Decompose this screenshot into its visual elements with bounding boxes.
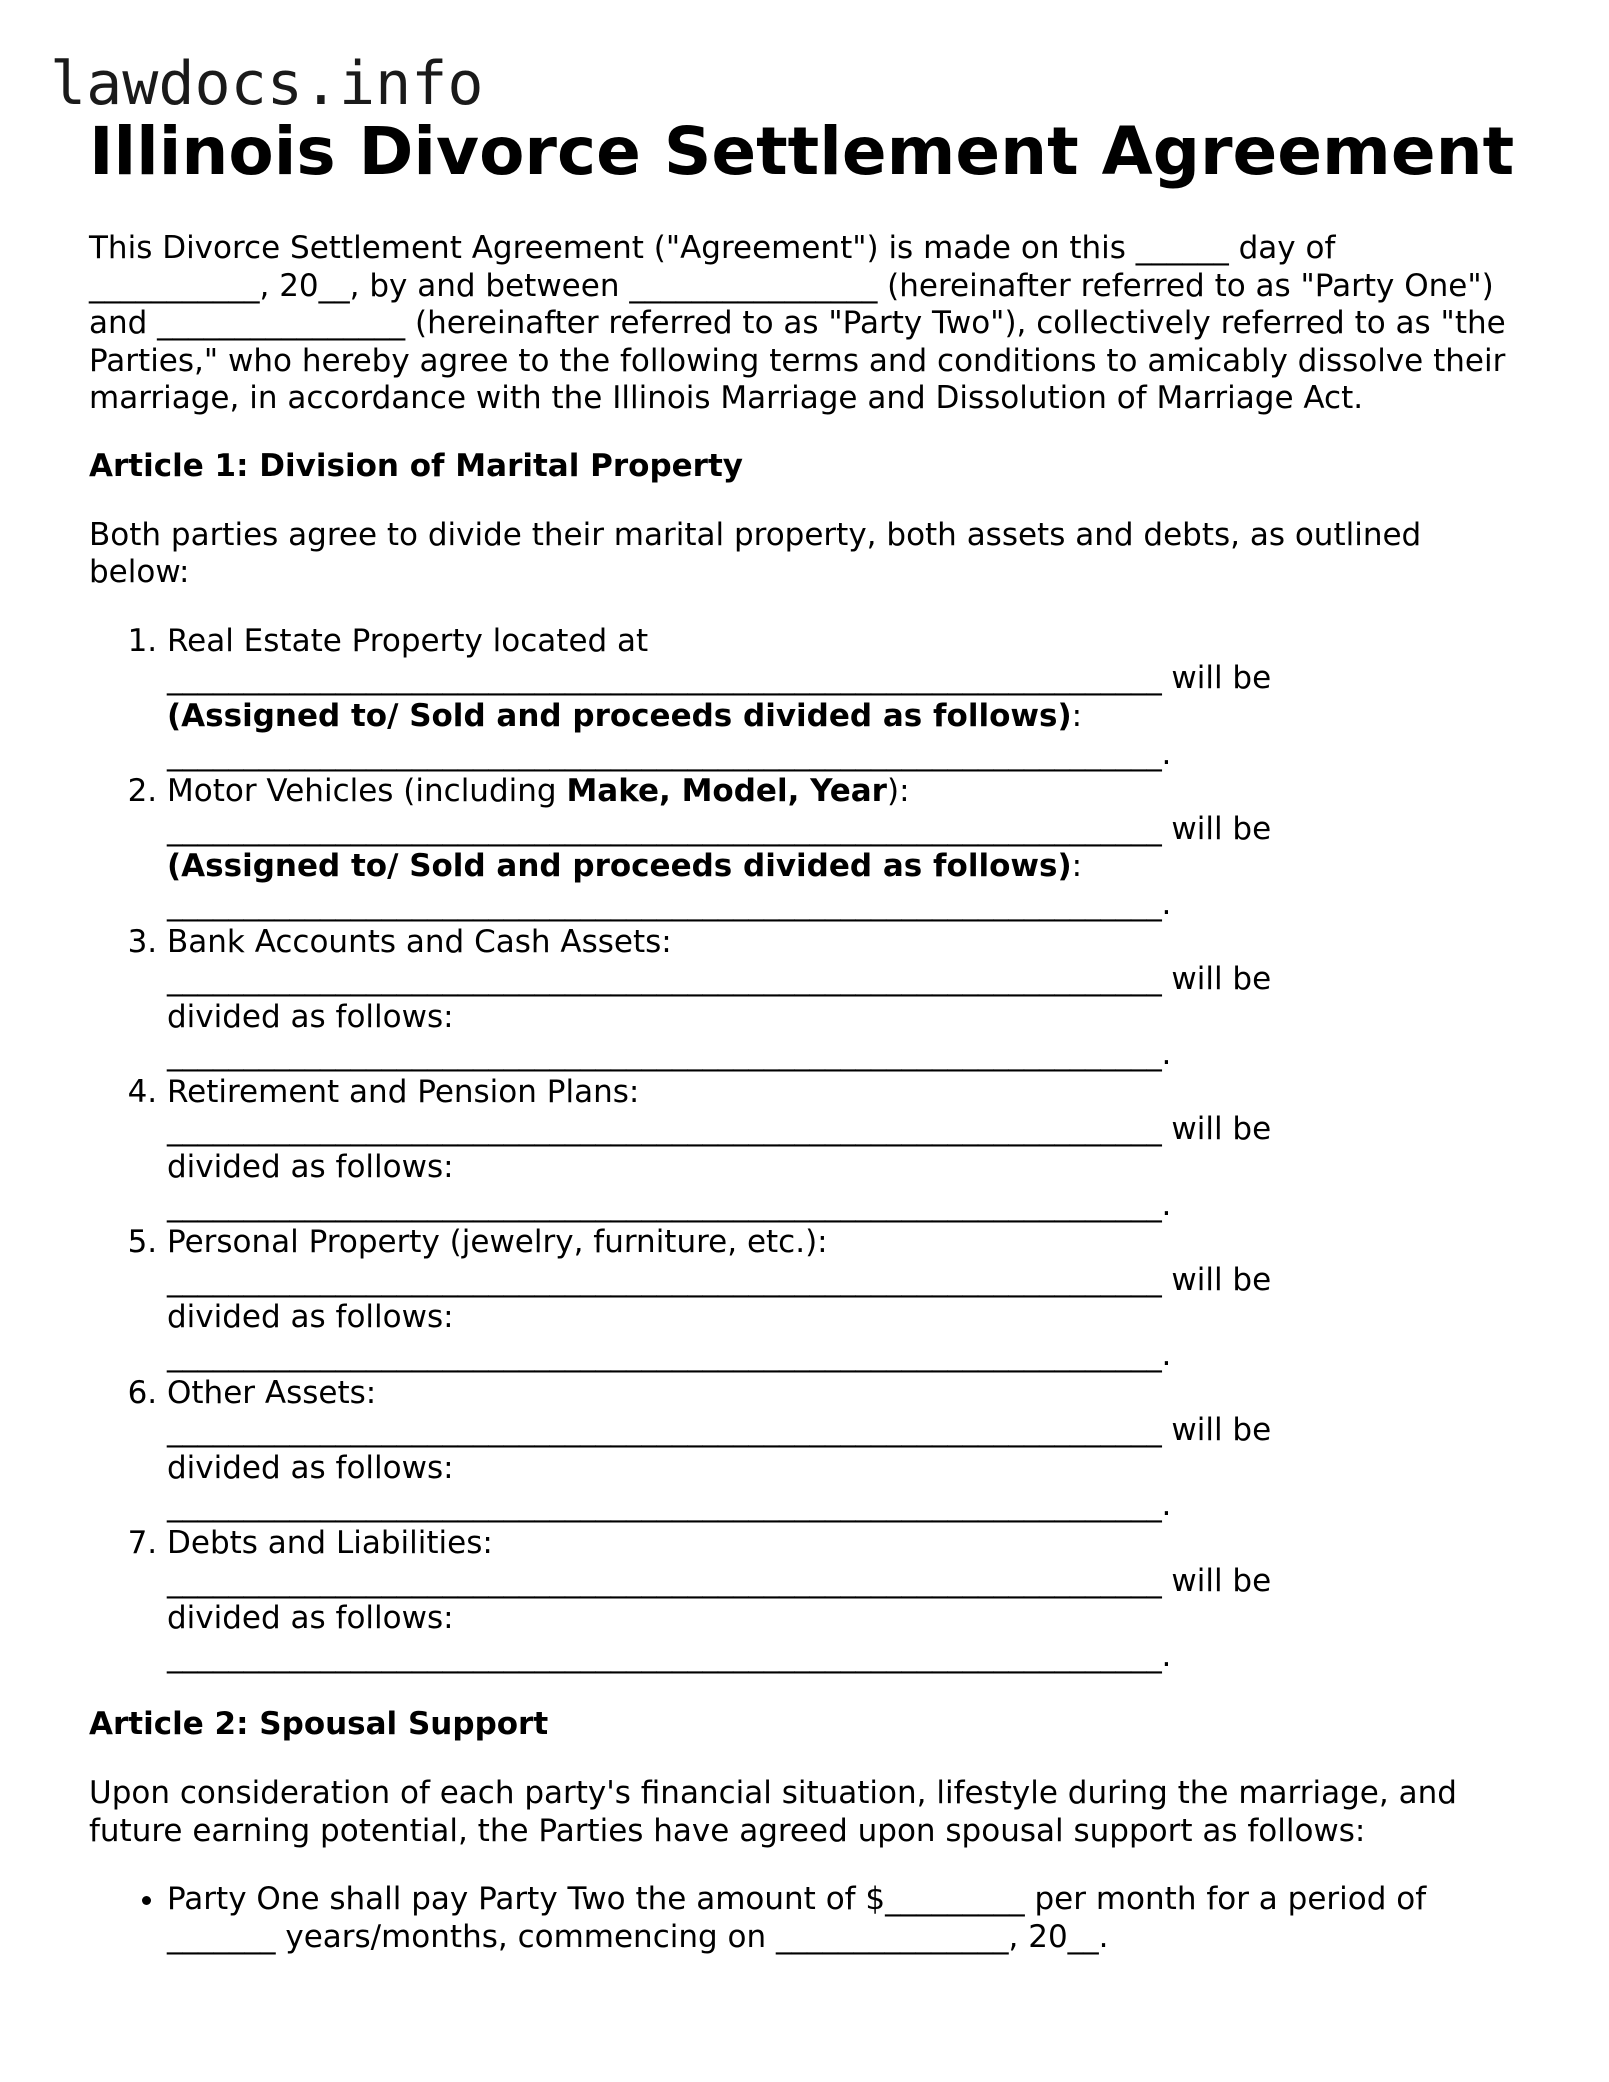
divided-label: divided as follows:	[167, 998, 454, 1035]
list-item	[167, 1375, 1509, 1525]
divided-label: divided as follows:	[167, 1449, 454, 1486]
fill-in-blank[interactable]: _________________________________________________________________	[167, 1337, 1162, 1374]
fill-in-blank[interactable]: _________________________________________________________________	[167, 1637, 1162, 1674]
will-be-text: will be	[1171, 1562, 1272, 1599]
intro-paragraph: This Divorce Settlement Agreement ("Agreement") is made on this ______ day of ___________, 20__, by and between ________________ (hereinafter referred to as "Party One") and ________________ (hereinafter referred to as "Party Two"), collectively referred to as "the Parties," who hereby agree to the following terms and conditions to amicably dissolve their marriage, in accordance with the Illinois Marriage and Dissolution of Marriage Act.	[89, 230, 1506, 417]
list-item: • Party One shall pay Party Two the amount of $_________ per month for a period of _______ years/months, commencing on _______________, 20__.	[167, 1881, 1509, 1956]
document-body	[89, 230, 1509, 1956]
period-text: .	[1161, 1637, 1172, 1674]
fill-in-blank[interactable]: _________________________________________________________________	[167, 660, 1162, 697]
support-list	[89, 1881, 1509, 1956]
fill-in-blank[interactable]: _________________________________________________________________	[167, 1487, 1162, 1524]
period-text: .	[1161, 1036, 1172, 1073]
watermark: lawdocs.info	[50, 49, 484, 119]
item-label: 4. Retirement and Pension Plans:	[167, 1073, 640, 1110]
item-label: 6. Other Assets:	[167, 1374, 377, 1411]
colon-text: :	[1071, 848, 1083, 885]
divided-label: divided as follows:	[167, 1149, 454, 1186]
item-label-bold: Make, Model, Year	[566, 773, 887, 810]
divided-label: divided as follows:	[167, 1600, 454, 1637]
fill-in-blank[interactable]: _________________________________________________________________	[167, 961, 1162, 998]
will-be-text: will be	[1171, 1111, 1272, 1148]
will-be-text: will be	[1171, 1261, 1272, 1298]
item-label-text: ):	[886, 773, 910, 810]
property-list	[89, 623, 1509, 1676]
fill-in-blank[interactable]: _________________________________________________________________	[167, 1111, 1162, 1148]
period-text: .	[1161, 1487, 1172, 1524]
list-item	[167, 623, 1509, 773]
will-be-text: will be	[1171, 660, 1272, 697]
fill-in-blank[interactable]: _________________________________________________________________	[167, 735, 1162, 772]
period-text: .	[1161, 735, 1172, 772]
period-text: .	[1161, 1337, 1172, 1374]
divided-label: divided as follows:	[167, 1299, 454, 1336]
article-2-text: Upon consideration of each party's financial situation, lifestyle during the marriage, and future earning potential, the Parties have agreed upon spousal support as follows:	[89, 1774, 1457, 1849]
assigned-label: (Assigned to/ Sold and proceeds divided as follows)	[167, 848, 1072, 885]
list-item	[167, 1525, 1509, 1675]
list-item	[167, 1074, 1509, 1224]
period-text: .	[1161, 885, 1172, 922]
fill-in-blank[interactable]: _________________________________________________________________	[167, 1562, 1162, 1599]
fill-in-blank[interactable]: _________________________________________________________________	[167, 810, 1162, 847]
fill-in-blank[interactable]: _________________________________________________________________	[167, 885, 1162, 922]
item-label: 1. Real Estate Property located at	[167, 622, 649, 659]
article-1-text: Both parties agree to divide their marital property, both assets and debts, as outlined below:	[89, 516, 1422, 591]
will-be-text: will be	[1171, 810, 1272, 847]
fill-in-blank[interactable]: _________________________________________________________________	[167, 1261, 1162, 1298]
period-text: .	[1161, 1186, 1172, 1223]
article-2-heading: Article 2: Spousal Support	[89, 1706, 549, 1743]
item-label	[167, 773, 1509, 811]
item-label: 7. Debts and Liabilities:	[167, 1525, 493, 1561]
article-1-heading: Article 1: Division of Marital Property	[89, 447, 743, 484]
item-label-text: Motor Vehicles (including	[167, 773, 567, 810]
colon-text: :	[1071, 697, 1083, 734]
item-label: 3. Bank Accounts and Cash Assets:	[167, 923, 672, 960]
document-title: Illinois Divorce Settlement Agreement	[89, 113, 1515, 190]
will-be-text: will be	[1171, 1412, 1272, 1449]
fill-in-blank[interactable]: _________________________________________________________________	[167, 1186, 1162, 1223]
item-label: 5. Personal Property (jewelry, furniture, etc.):	[167, 1224, 828, 1261]
will-be-text: will be	[1171, 961, 1272, 998]
list-item	[167, 924, 1509, 1074]
assigned-label: (Assigned to/ Sold and proceeds divided as follows)	[167, 697, 1072, 734]
fill-in-blank[interactable]: _________________________________________________________________	[167, 1412, 1162, 1449]
list-item	[167, 773, 1509, 923]
fill-in-blank[interactable]: _________________________________________________________________	[167, 1036, 1162, 1073]
list-item	[167, 1224, 1509, 1374]
